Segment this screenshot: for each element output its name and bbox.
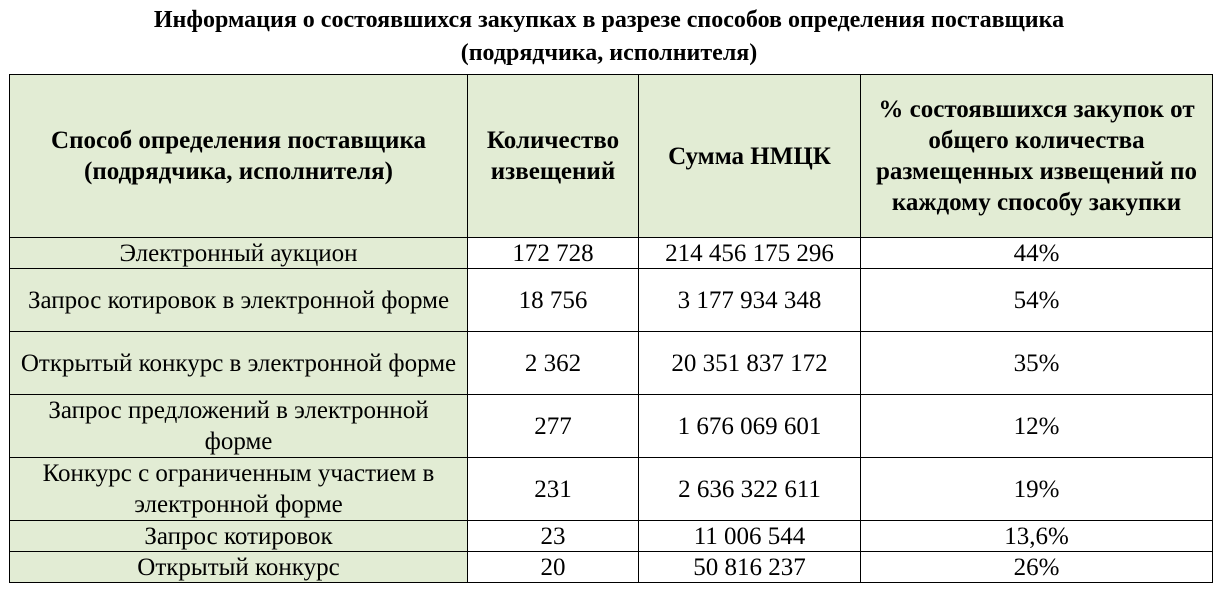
row-percent: 26% [861,552,1213,583]
row-sum: 3 177 934 348 [639,269,861,332]
document-title [0,0,1218,74]
table-header-row [10,75,1213,238]
title-line-2: (подрядчика, исполнителя) [460,40,758,66]
row-method: Запрос котировок [10,521,468,552]
row-percent: 12% [861,395,1213,458]
row-count: 277 [468,395,639,458]
header-count: Количество извещений [468,75,639,238]
row-sum: 50 816 237 [639,552,861,583]
row-count: 23 [468,521,639,552]
table-row [10,521,1213,552]
row-count: 2 362 [468,332,639,395]
row-count: 18 756 [468,269,639,332]
row-count: 172 728 [468,238,639,269]
row-percent: 13,6% [861,521,1213,552]
header-method: Способ определения поставщика (подрядчика, исполнителя) [10,75,468,238]
header-percent: % состоявшихся закупок от общего количества размещенных извещений по каждому способу закупки [861,75,1213,238]
row-sum: 20 351 837 172 [639,332,861,395]
row-sum: 1 676 069 601 [639,395,861,458]
row-method: Запрос предложений в электронной форме [10,395,468,458]
table-row [10,552,1213,583]
row-sum: 11 006 544 [639,521,861,552]
row-percent: 19% [861,458,1213,521]
header-sum: Сумма НМЦК [639,75,861,238]
row-percent: 35% [861,332,1213,395]
table-row [10,269,1213,332]
row-method: Конкурс с ограниченным участием в электронной форме [10,458,468,521]
table-row [10,395,1213,458]
row-method: Электронный аукцион [10,238,468,269]
table-row [10,332,1213,395]
procurement-table [9,74,1213,583]
row-count: 20 [468,552,639,583]
row-count: 231 [468,458,639,521]
title-line-1: Информация о состоявшихся закупках в разрезе способов определения поставщика [153,7,1065,33]
table-row [10,458,1213,521]
row-method: Открытый конкурс в электронной форме [10,332,468,395]
row-sum: 214 456 175 296 [639,238,861,269]
row-method: Запрос котировок в электронной форме [10,269,468,332]
table-row [10,238,1213,269]
row-method: Открытый конкурс [10,552,468,583]
row-percent: 44% [861,238,1213,269]
row-percent: 54% [861,269,1213,332]
row-sum: 2 636 322 611 [639,458,861,521]
